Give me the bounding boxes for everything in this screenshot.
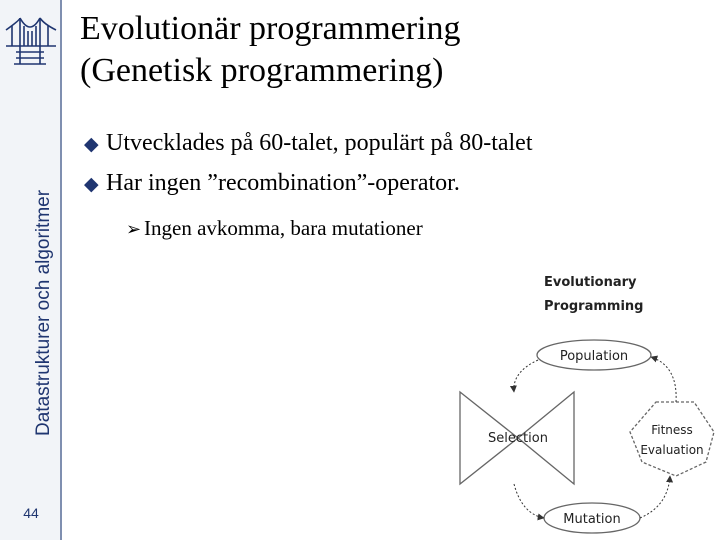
fitness-label-line1: Fitness (651, 423, 693, 437)
slide-title-line1: Evolutionär programmering (80, 10, 461, 47)
diamond-bullet-icon: ◆ (84, 174, 99, 195)
sub-bullet-text: Ingen avkomma, bara mutationer (144, 216, 423, 240)
bridge-logo-icon (4, 14, 58, 72)
bullet-item (84, 125, 533, 165)
sub-bullet-item (126, 216, 423, 241)
mutation-label: Mutation (563, 512, 621, 527)
slide-title (80, 8, 700, 92)
evolutionary-programming-diagram (456, 262, 720, 540)
arrow-bullet-icon: ➢ (126, 219, 142, 239)
fitness-label-line2: Evaluation (640, 443, 704, 457)
arrow-population-to-selection (514, 360, 538, 392)
arrow-mutation-to-fitness (640, 476, 670, 518)
course-title-vertical: Datastrukturer och algoritmer (33, 189, 54, 436)
population-label: Population (559, 349, 629, 364)
bullet-text: Utvecklades på 60-talet, populärt på 80-talet (106, 130, 533, 156)
bullet-text: Har ingen ”recombination”-operator. (106, 170, 460, 196)
selection-label: Selection (488, 431, 548, 446)
diagram-title-line2: Programming (544, 299, 644, 314)
fitness-evaluation-node (630, 402, 714, 476)
bullet-list (84, 125, 533, 205)
diamond-bullet-icon: ◆ (84, 134, 99, 155)
arrow-selection-to-mutation (514, 484, 544, 518)
slide-title-line2: (Genetisk programmering) (80, 52, 444, 89)
sidebar (0, 0, 62, 540)
bullet-item (84, 165, 533, 205)
slide-number: 44 (23, 505, 39, 521)
diagram-title-line1: Evolutionary (544, 275, 637, 290)
arrow-fitness-to-population (651, 357, 676, 402)
